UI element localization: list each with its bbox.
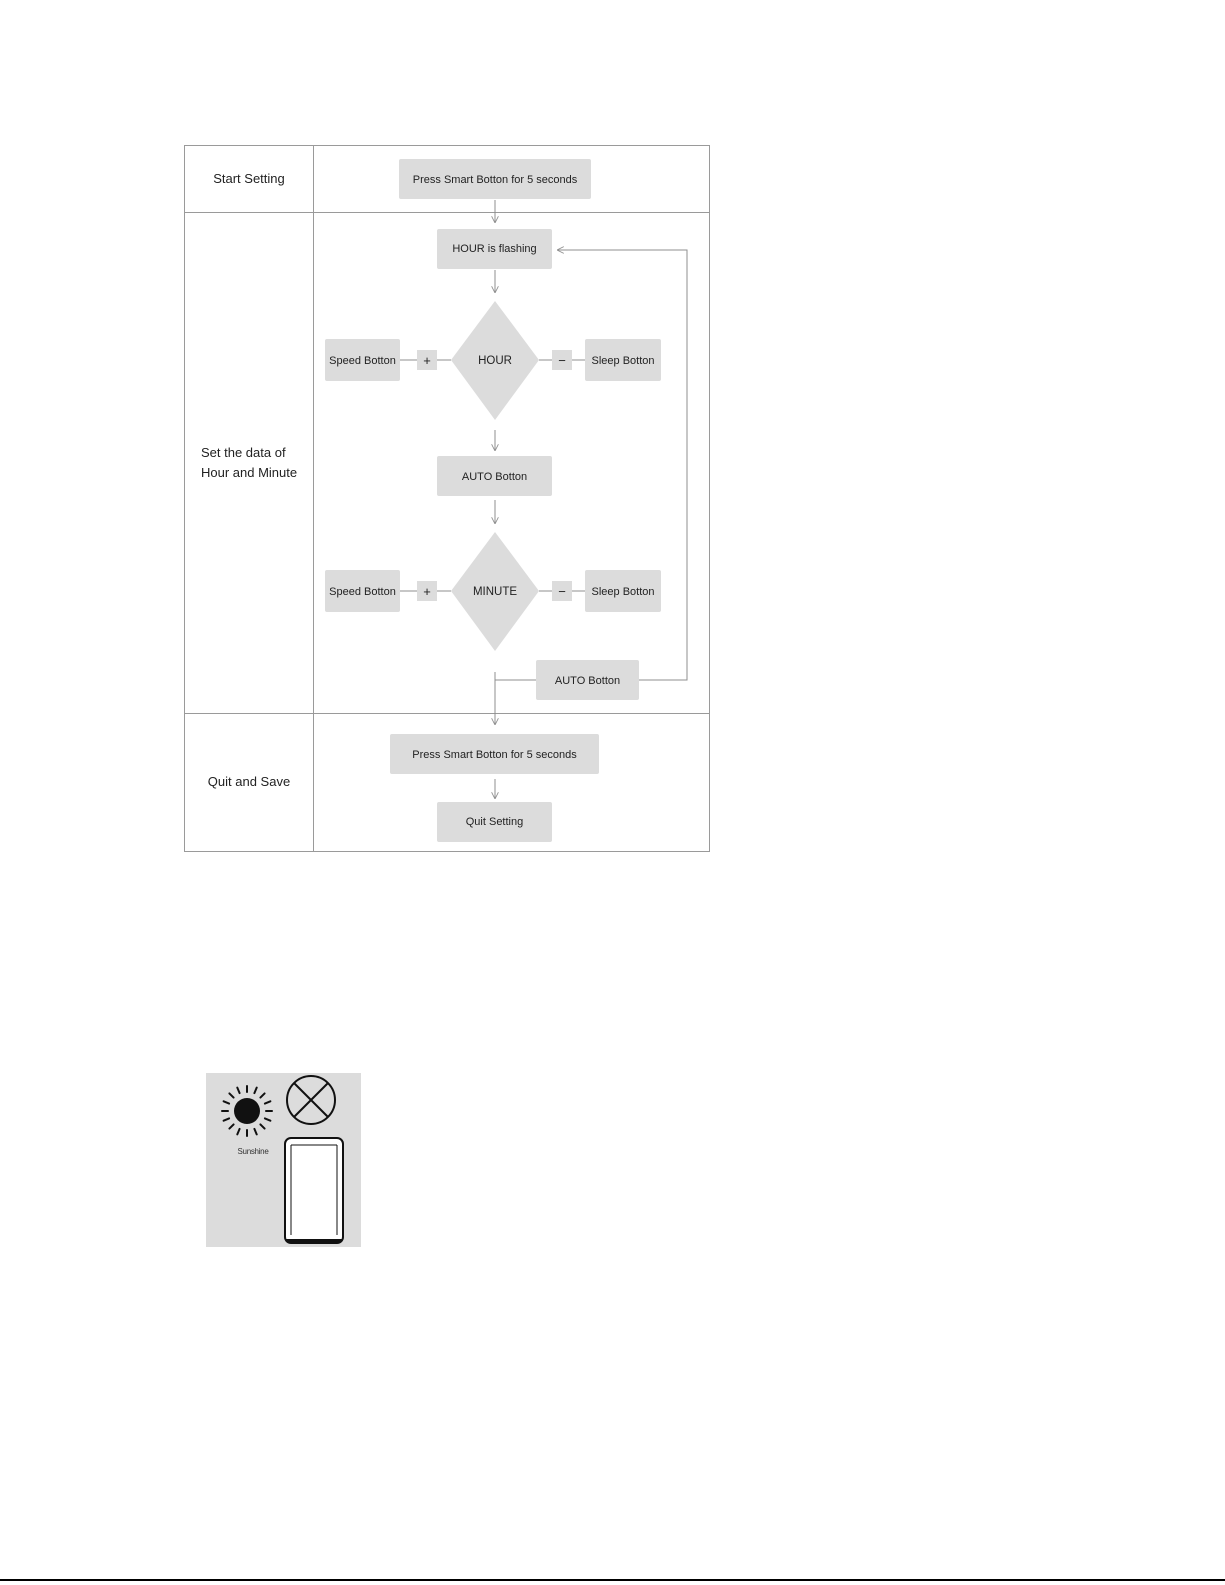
connectors bbox=[400, 200, 687, 799]
svg-text:MINUTE: MINUTE bbox=[472, 586, 518, 598]
svg-text:Quit Setting: Quit Setting bbox=[465, 816, 524, 828]
node-speed-botton-hour bbox=[325, 339, 400, 381]
node-minus-hour bbox=[552, 350, 572, 370]
svg-text:−: − bbox=[558, 353, 566, 368]
svg-text:Speed Botton: Speed Botton bbox=[329, 355, 396, 367]
node-sleep-botton-hour bbox=[585, 339, 661, 381]
sun-icon bbox=[222, 1086, 272, 1136]
node-hour-decision bbox=[451, 301, 539, 420]
row-label-set-data-line2: Hour and Minute bbox=[201, 465, 298, 480]
air-purifier-icon bbox=[285, 1138, 343, 1243]
node-minus-minute bbox=[552, 581, 572, 601]
row-label-set-data-line1: Set the data of bbox=[201, 445, 286, 460]
node-sleep-botton-minute bbox=[585, 570, 661, 612]
svg-text:Speed Botton: Speed Botton bbox=[329, 586, 396, 598]
node-press-quit bbox=[390, 734, 599, 774]
svg-text:AUTO Botton: AUTO Botton bbox=[461, 471, 528, 483]
svg-text:AUTO Botton: AUTO Botton bbox=[554, 675, 621, 687]
circle-x-icon bbox=[287, 1076, 335, 1124]
arrow-loop-back bbox=[557, 250, 687, 680]
svg-text:−: − bbox=[558, 584, 566, 599]
node-speed-botton-minute bbox=[325, 570, 400, 612]
node-minute-decision bbox=[451, 532, 539, 651]
svg-text:HOUR: HOUR bbox=[478, 355, 512, 367]
sunshine-label: Sunshine bbox=[237, 1147, 269, 1156]
svg-text:HOUR is flashing: HOUR is flashing bbox=[452, 243, 537, 255]
node-quit-setting bbox=[437, 802, 552, 842]
node-auto-botton-1 bbox=[437, 456, 552, 496]
pictogram-no-sunshine bbox=[206, 1073, 361, 1247]
svg-text:+: + bbox=[423, 353, 431, 368]
svg-text:Press Smart Botton for 5 secon: Press Smart Botton for 5 seconds bbox=[412, 174, 578, 186]
node-auto-botton-2 bbox=[536, 660, 639, 700]
node-hour-flashing bbox=[437, 229, 552, 269]
page-bottom-rule bbox=[0, 1579, 1225, 1581]
svg-text:Press Smart Botton for 5 secon: Press Smart Botton for 5 seconds bbox=[412, 749, 577, 761]
row-label-quit-and-save: Quit and Save bbox=[207, 774, 291, 789]
node-plus-minute bbox=[417, 581, 437, 601]
svg-text:+: + bbox=[423, 584, 431, 599]
node-press-start bbox=[399, 159, 591, 199]
row-label-start-setting: Start Setting bbox=[213, 171, 285, 186]
node-plus-hour bbox=[417, 350, 437, 370]
svg-text:Sleep Botton: Sleep Botton bbox=[591, 355, 655, 367]
svg-text:Sleep Botton: Sleep Botton bbox=[591, 586, 655, 598]
